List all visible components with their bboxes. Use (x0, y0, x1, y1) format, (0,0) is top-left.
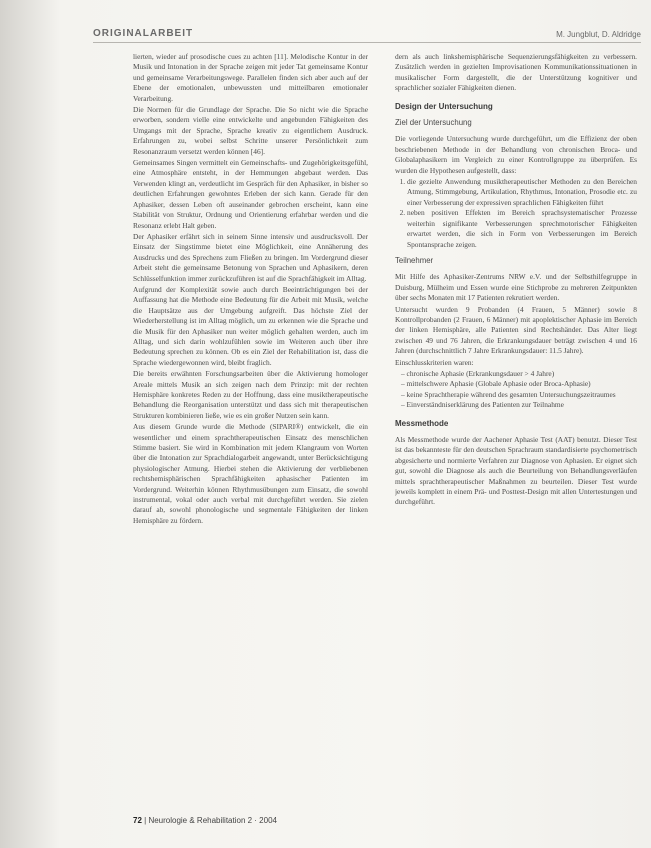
right-column (395, 52, 637, 812)
paragraph: lierten, wieder auf prosodische cues zu achten [11]. Melodische Kontur in der Musik und Intonation in der Sprache zeigen mit jeder Tat gemeinsame Kontur und gemeinsame Verarbeitungswege. Parallelen finden sich aber auch auf der Ebene der emotionalen, unbewussten und mitteilbaren emotionaler Verarbeitung. (133, 52, 368, 103)
hypotheses-list (395, 177, 637, 250)
left-column (133, 52, 368, 797)
section-heading: Messmethode (395, 418, 449, 428)
paragraph: Untersucht wurden 9 Probanden (4 Frauen, 5 Männer) sowie 8 Kontrollprobanden (2 Frauen, 6 Männer) mit apoplektischer Aphasie im Bereich der linken Hemisphäre, alle Patienten sind Rechtshänder. Das Alter liegt zwischen 49 und 76 Jahren, die Erkrankungsdauer beträgt zwischen 4 und 16 Jahren (durchschnittlich 7 Jahre Erkrankungsdauer: 11.5 Jahre). (395, 304, 637, 356)
subsection-heading: Teilnehmer (395, 255, 434, 265)
authors: M. Jungblut, D. Aldridge (556, 30, 641, 39)
list-item: – Einverständniserklärung des Patienten zur Teilnahme (401, 400, 637, 410)
list-item: 1. die gezielte Anwendung musiktherapeutischer Methoden zu den Bereichen Atmung, Stimmgebung, Artikulation, Rhythmus, Intonation, Prosodie etc. zu einer Verbesserung der expressiven sprachlichen Fähigkeiten führt (407, 177, 637, 208)
paragraph: Gemeinsames Singen vermittelt ein Gemeinschafts- und Zugehörigkeitsgefühl, eine Atmosphäre entsteht, in der Hemmungen abgebaut werden. Das Verwenden klingt an, verdeutlicht im Gespräch für den Aphasiker, in bisher so deutlichen Erfahrungen gewohntes Erleben der sich kann. Gerade für den Aphasiker, dessen Leben oft auseinander gebrochen erscheint, kann eine Stabilität von Struktur, Ordnung und Orientierung erfahrbar werden und die Resonanz erlebt Halt geben. (133, 158, 368, 230)
paragraph: Die bereits erwähnten Forschungsarbeiten über die Aktivierung homologer Areale mittels Musik an sich zeigen nach dem Prinzip: mit der rechten Hemisphäre konkretes Reden zu der Hoffnung, dass eine musiktherapeutische Behandlung die Reorganisation unterstützt und dass sich mit therapeutischen Strukturen kombinieren ließe, wie es ein großer Nutzen sein kann. (133, 369, 368, 420)
paragraph: Einschlusskriterien waren: (395, 357, 474, 367)
list-item: – mittelschwere Aphasie (Globale Aphasie oder Broca-Aphasie) (401, 379, 637, 389)
header-rule (93, 42, 641, 43)
subsection-heading: Ziel der Untersuchung (395, 118, 472, 128)
paragraph: Der Aphasiker erfährt sich in seinem Sinne intensiv und ausdrucksvoll. Der Einsatz der Singstimme bietet eine Möglichkeit, eine Annäherung des Ausdrucks und des Sprechens zum Fließen zu bringen. Im Vordergrund dieser Arbeit steht die gemeinsame Betonung von Sprachen und Aphasikern, deren Schlüsselfunktion immer zurückzuführen ist auf die Sprachfähigkeit im Alltag. (133, 231, 368, 283)
paragraph: Mit Hilfe des Aphasiker-Zentrums NRW e.V. und der Selbsthilfegruppe in Duisburg, Mülheim und Essen wurde eine Stichprobe zu mehreren Zeitpunkten über sechs Monaten mit 17 Patienten rekrutiert werden. (395, 272, 637, 303)
paragraph: Aus diesem Grunde wurde die Methode (SIPARI®) entwickelt, die ein wesentlicher und einem sprachtherapeutischen Einsatz des menschlichen Stimme basiert. Sie wird in Kombination mit jedem Klangraum von Worten über die Intonation zur Sprachdialogarbeit angewandt, unter Berücksichtigung physiologischer Atmung. Hierbei stehen die Aktivierung der verbliebenen rechtshemisphärischen Sprachfähigkeiten aphasischer Patienten im Vordergrund. Weiterhin können Rhythmusübungen zum Einsatz, die sowohl instrumental, vokal oder auch verbal mit durchgeführt werden. Sie zielen darauf ab, sowohl phonologische und segmentale Fähigkeiten der linken Hemisphäre zu fördern. (133, 422, 368, 525)
paragraph: Aufgrund der Komplexität sowie auch durch Beeinträchtigungen bei der Auffassung hat die Methode eine Bedeutung für die Arbeit mit Musik, welche die Hauptsätze aus der Umgebung aufgreift. Das höchste Ziel der Wiederherstellung ist im Alltag möglich, um zu erkennen wie die Sprache und die Musik für den Aphasiker nun weiter möglich gehalten werden, auch im Alltag, und sich darin wohlzufühlen sowie im Weiteren auch über ihre Bedeutung sprechen zu können. Ob es ein Ziel der Rehabilitation ist, dass die Sprache wiedergewonnen wird, bleibt fraglich. (133, 284, 368, 367)
list-item: – keine Sprachtherapie während des gesamten Untersuchungszeitraumes (401, 390, 637, 400)
section-label: ORIGINALARBEIT (93, 28, 194, 39)
paragraph: dern als auch linkshemisphärische Sequenzierungsfähigkeiten zu verbessern. Zusätzlich werden in gezielten Improvisationen Kommunikationssituationen in musikalischer Form dargestellt, die der Unterstützung kognitiver und sprachlicher sozialer Fähigkeiten dienen. (395, 52, 637, 93)
journal-name: | Neurologie & Rehabilitation 2 · 2004 (144, 816, 277, 825)
paragraph: Als Messmethode wurde der Aachener Aphasie Test (AAT) benutzt. Dieser Test ist das bekannteste für den deutschen Sprachraum standardisierte psychometrisch abgesicherte und normierte Verfahren zur Diagnose von Aphasien. Er eignet sich gut, sowohl die Diagnose als auch die Beurteilung von Behandlungsverläufen mittels sprachtherapeutischer Maßnahmen zu beurteilen. Dieser Test wurde jeweils komplett in einem Prä- und Posttest-Design mit allen Untertestungen und durchgeführt. (395, 435, 637, 507)
list-item: – chronische Aphasie (Erkrankungsdauer > 4 Jahre) (401, 369, 637, 379)
paragraph: Die vorliegende Untersuchung wurde durchgeführt, um die Effizienz der oben beschriebenen Methode in der Behandlung von chronischen Broca- und Globalaphasikern im Vergleich zu einer Kontrollgruppe zu überprüfen. Es wurden die Hypothesen aufgestellt, dass: (395, 134, 637, 175)
section-heading: Design der Untersuchung (395, 101, 493, 111)
paragraph: Die Normen für die Grundlage der Sprache. Die So nicht wie die Sprache erworben, sondern vielle eine entwickelte und angebunden Fähigkeiten des Umgangs mit der Sprache, Sprache kreativ zu eigentlichem Ausdruck. Erfahrungen zu, wobei selbst Schritte unserer Persönlichkeit zum Resonanzraum versetzt werden können [46]. (133, 105, 368, 156)
list-item: 2. neben positiven Effekten im Bereich sprachsystematischer Prozesse weiterhin signifikante Verbesserungen sprechmotorischer Fähigkeiten erwartet werden, die sich in Form von Verbesserungen im Bereich Spontansprache zeigen. (407, 208, 637, 250)
criteria-list (395, 369, 637, 411)
page-footer (133, 816, 277, 825)
page-number: 72 (133, 816, 142, 825)
